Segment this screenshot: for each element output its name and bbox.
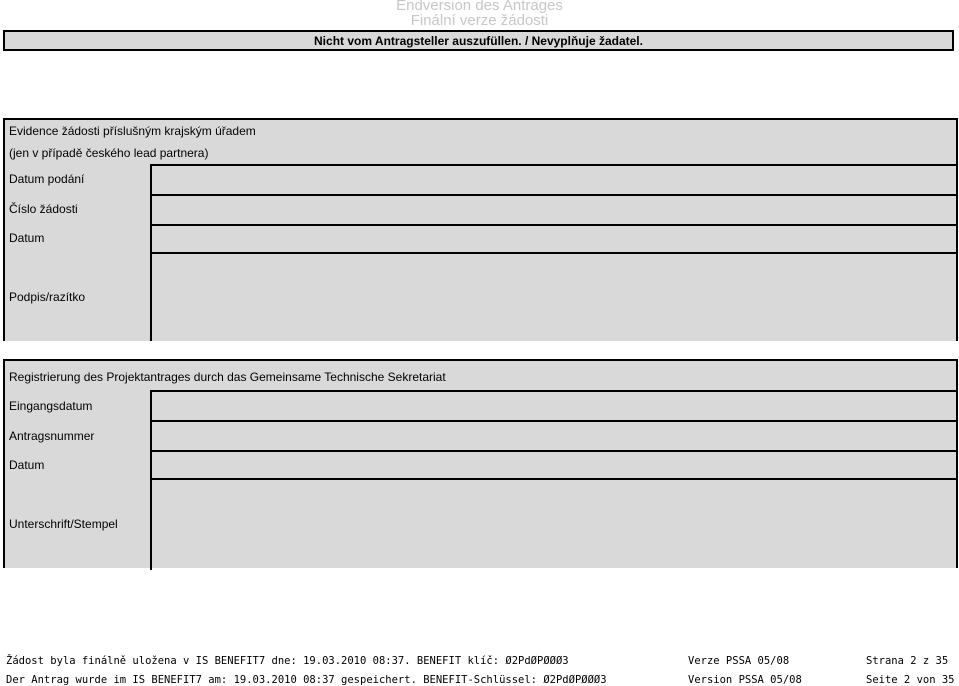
field-top-border xyxy=(150,164,956,166)
field-border xyxy=(150,478,956,480)
field-label: Datum xyxy=(9,458,45,472)
footer-saved-info-cz: Žádost byla finálně uložena v IS BENEFIT7 dne: 19.03.2010 08:37. BENEFIT klíč: Ø2PdØPØØØ3 xyxy=(6,655,569,667)
field-label: Datum podání xyxy=(9,172,85,186)
field-divider xyxy=(150,390,152,570)
field-label: Unterschrift/Stempel xyxy=(9,517,118,531)
footer-page-de: Seite 2 von 35 xyxy=(866,674,955,686)
footer-version-cz: Verze PSSA 05/08 xyxy=(688,655,790,667)
section-title: Registrierung des Projektantrages durch das Gemeinsame Technische Sekretariat xyxy=(9,370,446,384)
field-label: Antragsnummer xyxy=(9,429,95,443)
section-subtitle: (jen v případě českého lead partnera) xyxy=(9,146,209,160)
section-title-row xyxy=(5,122,956,142)
internal-use-notice: Nicht vom Antragsteller auszufüllen. / Nevyplňuje žadatel. xyxy=(3,30,954,51)
section-title: Evidence žádosti příslušným krajským úřadem xyxy=(9,124,256,138)
footer-saved-info-de: Der Antrag wurde im IS BENEFIT7 am: 19.03.2010 08:37 gespeichert. BENEFIT-Schlüssel: Ø2PdØPØØØ3 xyxy=(6,674,607,686)
footer-version-de: Version PSSA 05/08 xyxy=(688,674,802,686)
field-border xyxy=(150,420,956,422)
field-top-border xyxy=(150,390,956,392)
field-border xyxy=(150,252,956,254)
field-label: Datum xyxy=(9,231,45,245)
footer-page-cz: Strana 2 z 35 xyxy=(866,655,949,667)
field-label: Eingangsdatum xyxy=(9,399,93,413)
field-label: Podpis/razítko xyxy=(9,290,86,304)
field-border xyxy=(150,194,956,196)
secretariat-registration-section xyxy=(3,359,958,568)
section-title-row xyxy=(5,363,956,387)
watermark-line-1: Endversion des Antrages xyxy=(396,0,563,14)
field-label: Číslo žádosti xyxy=(9,202,78,216)
field-border xyxy=(150,450,956,452)
watermark-line-2: Finální verze žádosti xyxy=(410,12,549,29)
field-border xyxy=(150,224,956,226)
regional-office-registration-section xyxy=(3,118,958,341)
section-subtitle-row xyxy=(5,144,956,164)
